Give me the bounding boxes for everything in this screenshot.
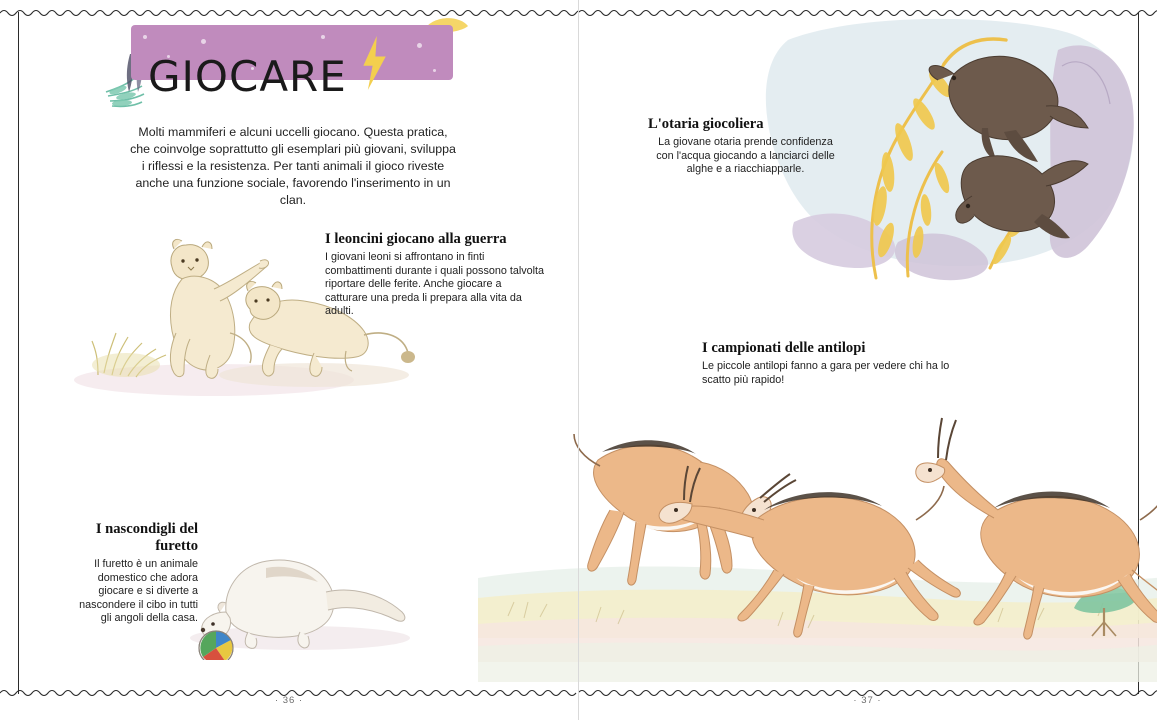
caption-body: I giovani leoni si affrontano in finti combattimenti durante i quali possono talvolta riportare delle ferite. Anche giocare a catturare una preda li prepara alla vita da adulti. — [325, 251, 545, 318]
caption-heading: I leoncini giocano alla guerra — [325, 231, 507, 247]
gazelles-illustration — [478, 370, 1157, 690]
page-number-right: · 37 · — [853, 695, 882, 706]
caption-sea-lion — [648, 116, 843, 177]
caption-ferret — [66, 521, 198, 626]
page-title: GIOCARE — [148, 52, 347, 102]
caption-body: Le piccole antilopi fanno a gara per vedere chi ha lo scatto più rapido! — [702, 360, 950, 386]
caption-heading: L'otaria giocoliera — [648, 116, 764, 132]
page-gutter — [578, 0, 579, 720]
caption-lion-cubs — [325, 231, 547, 319]
ferret-illustration — [180, 520, 420, 660]
page-number-left: · 36 · — [274, 695, 304, 706]
caption-heading: I nascondigli del furetto — [95, 521, 198, 554]
caption-heading: I campionati delle antilopi — [702, 340, 866, 356]
caption-body: Il furetto è un animale domestico che adora giocare e si diverte a nascondere il cibo in tutti gli angoli della casa. — [79, 558, 198, 625]
intro-paragraph: Molti mammiferi e alcuni uccelli giocano. Questa pratica, che coinvolge soprattutto gli esemplari più giovani, sviluppa i riflessi e la resistenza. Per tanti animali il gioco riveste anche una funzione sociale, favorendo l'inserimento in un clan. — [130, 125, 456, 208]
right-page — [578, 0, 1157, 720]
caption-body: La giovane otaria prende confidenza con l'acqua giocando a lanciarci delle alghe e a riacchiapparle. — [656, 136, 835, 176]
decorative-wave-top-left — [0, 8, 578, 18]
page-border-left — [18, 12, 19, 694]
